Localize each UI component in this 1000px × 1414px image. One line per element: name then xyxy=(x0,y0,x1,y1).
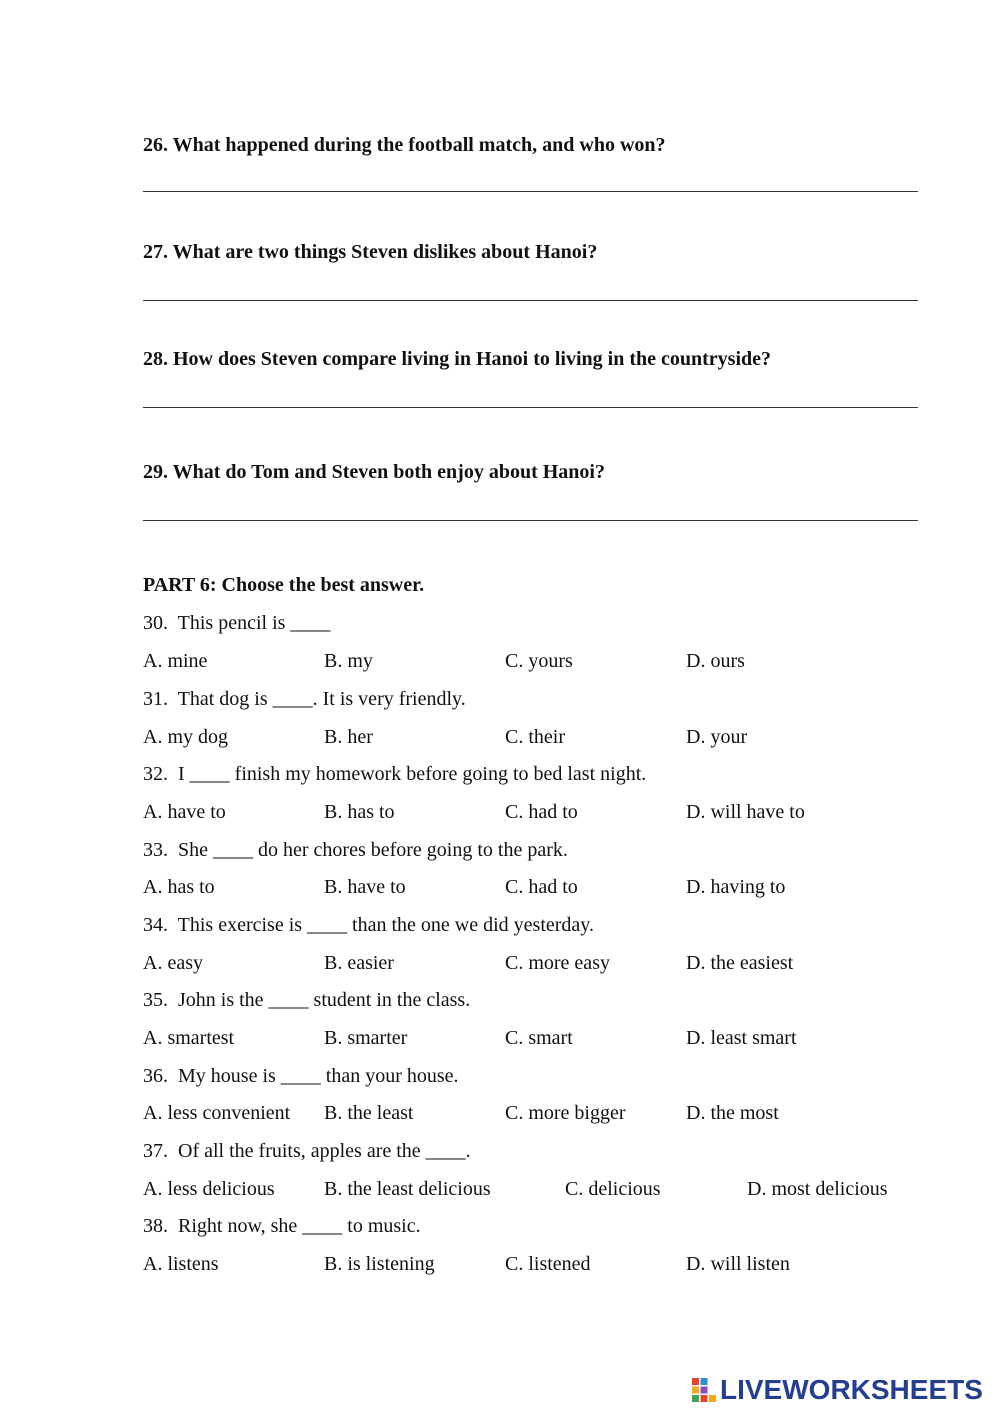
question-37-option-c[interactable]: C. delicious xyxy=(565,1178,661,1200)
question-36-option-b[interactable]: B. the least xyxy=(324,1102,414,1124)
question-36-option-a[interactable]: A. less convenient xyxy=(143,1102,291,1124)
question-35-option-d[interactable]: D. least smart xyxy=(686,1027,797,1049)
question-38-option-c[interactable]: C. listened xyxy=(505,1253,591,1275)
question-30-stem: 30. This pencil is ____ xyxy=(143,612,331,634)
question-34-option-b[interactable]: B. easier xyxy=(324,952,394,974)
question-36-stem: 36. My house is ____ than your house. xyxy=(143,1065,459,1087)
question-32-option-a[interactable]: A. have to xyxy=(143,801,226,823)
question-32-option-d[interactable]: D. will have to xyxy=(686,801,805,823)
question-33-option-c[interactable]: C. had to xyxy=(505,876,578,898)
question-27: 27. What are two things Steven dislikes about Hanoi? xyxy=(143,241,598,263)
question-30-option-d[interactable]: D. ours xyxy=(686,650,745,672)
question-30-option-a[interactable]: A. mine xyxy=(143,650,208,672)
question-37-option-a[interactable]: A. less delicious xyxy=(143,1178,275,1200)
question-31-stem: 31. That dog is ____. It is very friendly. xyxy=(143,688,466,710)
question-33-option-a[interactable]: A. has to xyxy=(143,876,215,898)
question-37-option-d[interactable]: D. most delicious xyxy=(747,1178,888,1200)
question-35-stem: 35. John is the ____ student in the class. xyxy=(143,989,471,1011)
answer-line-26[interactable] xyxy=(143,191,918,192)
question-31-option-d[interactable]: D. your xyxy=(686,726,748,748)
question-31-option-b[interactable]: B. her xyxy=(324,726,373,748)
question-26: 26. What happened during the football match, and who won? xyxy=(143,134,666,156)
question-38-stem: 38. Right now, she ____ to music. xyxy=(143,1215,421,1237)
question-33-option-d[interactable]: D. having to xyxy=(686,876,786,898)
question-38-option-d[interactable]: D. will listen xyxy=(686,1253,790,1275)
question-38-option-b[interactable]: B. is listening xyxy=(324,1253,435,1275)
answer-line-28[interactable] xyxy=(143,407,918,408)
question-34-option-a[interactable]: A. easy xyxy=(143,952,203,974)
question-30-option-c[interactable]: C. yours xyxy=(505,650,573,672)
question-33-option-b[interactable]: B. have to xyxy=(324,876,406,898)
question-32-option-b[interactable]: B. has to xyxy=(324,801,395,823)
question-28: 28. How does Steven compare living in Hanoi to living in the countryside? xyxy=(143,348,771,370)
question-34-option-c[interactable]: C. more easy xyxy=(505,952,610,974)
question-32-option-c[interactable]: C. had to xyxy=(505,801,578,823)
liveworksheets-logo-icon xyxy=(692,1378,716,1402)
question-37-option-b[interactable]: B. the least delicious xyxy=(324,1178,491,1200)
question-35-option-c[interactable]: C. smart xyxy=(505,1027,573,1049)
question-32-stem: 32. I ____ finish my homework before going to bed last night. xyxy=(143,763,647,785)
question-31-option-a[interactable]: A. my dog xyxy=(143,726,228,748)
question-34-stem: 34. This exercise is ____ than the one we did yesterday. xyxy=(143,914,594,936)
question-35-option-a[interactable]: A. smartest xyxy=(143,1027,235,1049)
question-38-option-a[interactable]: A. listens xyxy=(143,1253,219,1275)
question-36-option-c[interactable]: C. more bigger xyxy=(505,1102,626,1124)
liveworksheets-branding[interactable] xyxy=(692,1373,988,1407)
liveworksheets-logo-text: LIVEWORKSHEETS xyxy=(720,1374,983,1405)
question-33-stem: 33. She ____ do her chores before going to the park. xyxy=(143,839,568,861)
part-6-title: PART 6: Choose the best answer. xyxy=(143,574,425,596)
answer-line-27[interactable] xyxy=(143,300,918,301)
answer-line-29[interactable] xyxy=(143,520,918,521)
question-37-stem: 37. Of all the fruits, apples are the ____. xyxy=(143,1140,471,1162)
question-31-option-c[interactable]: C. their xyxy=(505,726,565,748)
question-34-option-d[interactable]: D. the easiest xyxy=(686,952,794,974)
question-36-option-d[interactable]: D. the most xyxy=(686,1102,779,1124)
question-29: 29. What do Tom and Steven both enjoy about Hanoi? xyxy=(143,461,605,483)
question-35-option-b[interactable]: B. smarter xyxy=(324,1027,408,1049)
question-30-option-b[interactable]: B. my xyxy=(324,650,373,672)
